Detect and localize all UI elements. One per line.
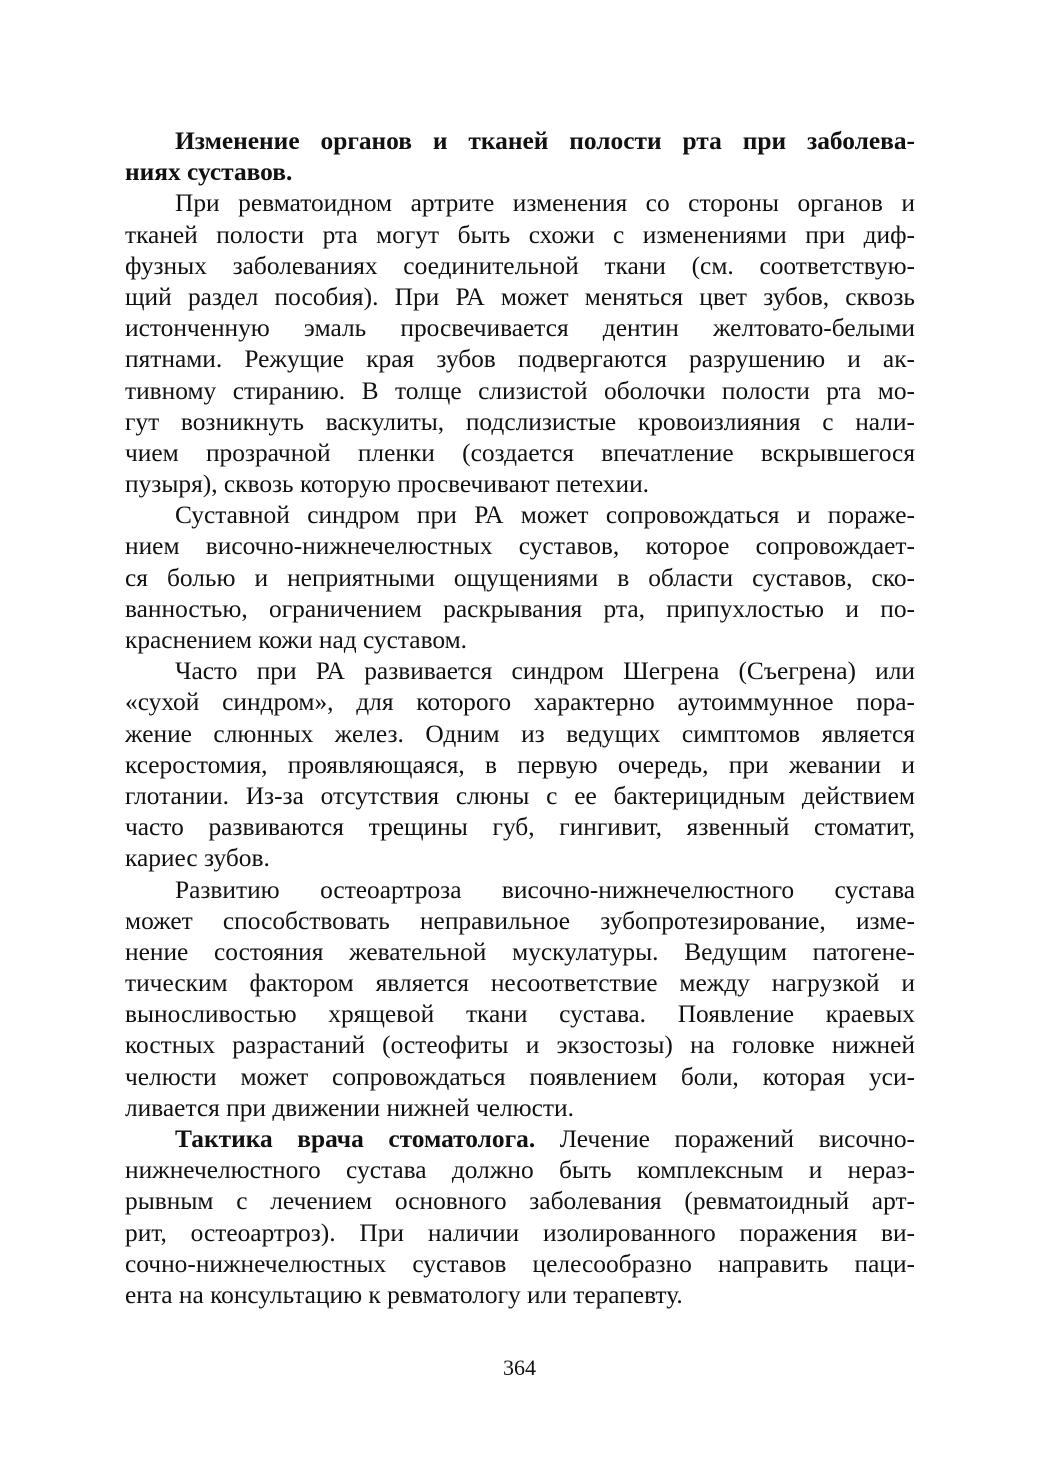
text-line: рит, остеоартроз). При наличии изолированного поражения ви- [125, 1218, 915, 1247]
text-line: ента на консультацию к ревматологу или терапевту. [125, 1280, 683, 1309]
text-line: тивному стиранию. В толще слизистой оболочки полости рта мо- [125, 376, 915, 405]
section-heading [125, 126, 915, 188]
text-line: часто развиваются трещины губ, гингивит, язвенный стоматит, [125, 813, 915, 842]
text-line: ванностью, ограничением раскрывания рта, припухлостью и по- [125, 594, 915, 623]
text-line: ксеростомия, проявляющаяся, в первую очередь, при жевании и [125, 750, 915, 779]
text-line: выносливостью хрящевой ткани сустава. Появление краевых [125, 1000, 915, 1029]
text-line: жение слюнных желез. Одним из ведущих симптомов является [125, 719, 915, 748]
text-line: краснением кожи над суставом. [125, 626, 468, 654]
text-line: пузыря), сквозь которую просвечивают петехии. [125, 470, 650, 499]
text-line: ливается при движении нижней челюсти. [125, 1093, 574, 1122]
tactics-lead: Тактика врача стоматолога. [175, 1125, 536, 1153]
text-line: рывным с лечением основного заболевания (ревматоидный арт- [125, 1187, 915, 1216]
heading-line: Изменение органов и тканей полости рта при заболева- [175, 127, 915, 155]
text-line: Суставной синдром при РА может сопровождаться и пораже- [175, 501, 915, 530]
text-line: чием прозрачной пленки (создается впечатление вскрывшегося [125, 438, 915, 467]
text-line: щий раздел пособия). При РА может меняться цвет зубов, сквозь [125, 282, 915, 311]
paragraph-sjogren-syndrome [125, 656, 915, 874]
tactics-lead-rest: Лечение поражений височно- [535, 1125, 915, 1153]
text-line: фузных заболеваниях соединительной ткани (см. соответствую- [125, 251, 915, 280]
paragraph-dentist-tactics [125, 1124, 915, 1311]
text-line: костных разрастаний (остеофиты и экзостозы) на головке нижней [125, 1031, 915, 1060]
heading-line: ниях суставов. [125, 158, 293, 187]
text-line: пятнами. Режущие края зубов подвергаются разрушению и ак- [125, 345, 915, 374]
text-line: нение состояния жевательной мускулатуры. Ведущим патогене- [125, 937, 915, 966]
text-line [125, 1124, 915, 1155]
paragraph-joint-syndrome [125, 500, 915, 656]
text-line: тическим фактором является несоответствие между нагрузкой и [125, 969, 915, 998]
text-line: челюсти может сопровождаться появлением боли, которая уси- [125, 1062, 915, 1091]
text-line: может способствовать неправильное зубопротезирование, изме- [125, 906, 915, 935]
page-body [125, 126, 915, 1311]
text-line: При ревматоидном артрите изменения со стороны органов и [175, 189, 915, 218]
text-line: ся болью и неприятными ощущениями в области суставов, ско- [125, 563, 915, 592]
text-line: «сухой синдром», для которого характерно аутоиммунное пора- [125, 688, 915, 717]
text-line: нижнечелюстного сустава должно быть комплексным и нераз- [125, 1156, 915, 1185]
paragraph-ra-oral-changes [125, 188, 915, 500]
page-number: 364 [503, 1355, 536, 1380]
text-line: глотании. Из-за отсутствия слюны с ее бактерицидным действием [125, 781, 915, 810]
text-line: тканей полости рта могут быть схожи с изменениями при диф- [125, 220, 915, 249]
text-line: гут возникнуть васкулиты, подслизистые кровоизлияния с нали- [125, 407, 915, 436]
text-line: Часто при РА развивается синдром Шегрена (Съегрена) или [175, 657, 915, 686]
text-line: истонченную эмаль просвечивается дентин желтовато-белыми [125, 314, 915, 343]
text-line: Развитию остеоартроза височно-нижнечелюстного сустава [175, 875, 915, 904]
paragraph-osteoarthrosis [125, 875, 915, 1125]
text-line: кариес зубов. [125, 844, 270, 873]
text-line: сочно-нижнечелюстных суставов целесообразно направить паци- [125, 1249, 915, 1278]
text-line: нием височно-нижнечелюстных суставов, которое сопровождает- [125, 532, 915, 561]
